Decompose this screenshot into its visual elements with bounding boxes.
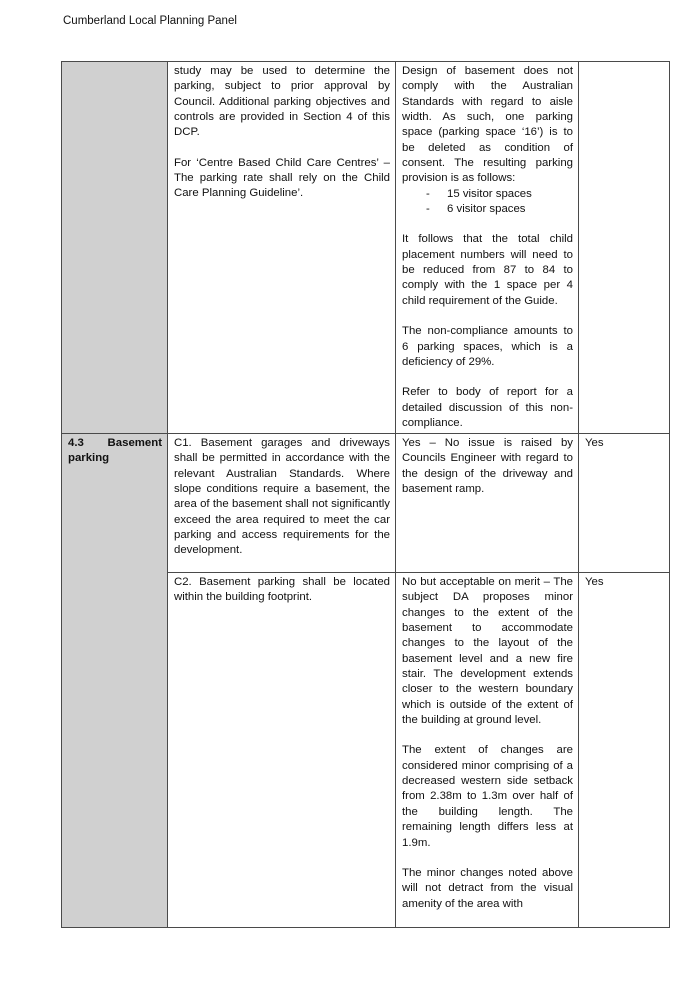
proposal-cell (396, 573, 579, 928)
proposal-cell (396, 62, 579, 434)
page-header: Cumberland Local Planning Panel (63, 15, 237, 27)
parking-provision-list (402, 187, 573, 218)
proposal-cell: Yes – No issue is raised by Councils Engineer with regard to the design of the driveway and basement ramp. (396, 434, 579, 573)
proposal-text: It follows that the total child placement numbers will need to be reduced from 87 to 84 to comply with the 1 space per 4 child requirement of the Guide. (402, 233, 573, 307)
control-cell: C1. Basement garages and driveways shall be permitted in accordance with the relevant Australian Standards. Where slope conditions require a basement, the area of the basement shall not significantly exceed the area required to meet the car parking and access requirements for the development. (168, 434, 396, 573)
proposal-text: The minor changes noted above will not detract from the visual amenity of the area with (402, 866, 573, 910)
table-row (62, 434, 670, 573)
proposal-text: Design of basement does not comply with the Australian Standards with regard to aisle width. As such, one parking space (parking space ‘16’) is to be deleted as condition of consent. The resulting parking provision is as follows: (402, 65, 573, 185)
proposal-text: The extent of changes are considered minor comprising of a decreased western side setback from 2.38m to 1.3m over half of the building length. The remaining length differs less at 1.9m. (402, 744, 573, 849)
proposal-text: The non-compliance amounts to 6 parking spaces, which is a deficiency of 29%. (402, 325, 573, 368)
compliance-cell: Yes (579, 434, 670, 573)
list-item: - 6 visitor spaces (402, 202, 573, 217)
control-cell: C2. Basement parking shall be located within the building footprint. (168, 573, 396, 928)
compliance-cell (579, 62, 670, 434)
control-cell (168, 62, 396, 434)
table-row (62, 62, 670, 434)
proposal-text: Refer to body of report for a detailed discussion of this non-compliance. (402, 386, 573, 429)
compliance-table (61, 61, 670, 928)
control-text: For ‘Centre Based Child Care Centres’ – The parking rate shall rely on the Child Care Planning Guideline’. (174, 156, 390, 200)
section-heading: 4.3 Basement parking (62, 434, 168, 928)
compliance-cell: Yes (579, 573, 670, 928)
control-text: study may be used to determine the parking, subject to prior approval by Council. Additional parking objectives and controls are provided in Section 4 of this DCP. (174, 65, 390, 139)
section-cell (62, 62, 168, 434)
list-item: - 15 visitor spaces (402, 187, 573, 202)
proposal-text: No but acceptable on merit – The subject DA proposes minor changes to the extent of the basement to accommodate changes to the layout of the basement level and a new fire stair. The development extends closer to the western boundary which is outside of the extent of the building at ground level. (402, 576, 573, 727)
